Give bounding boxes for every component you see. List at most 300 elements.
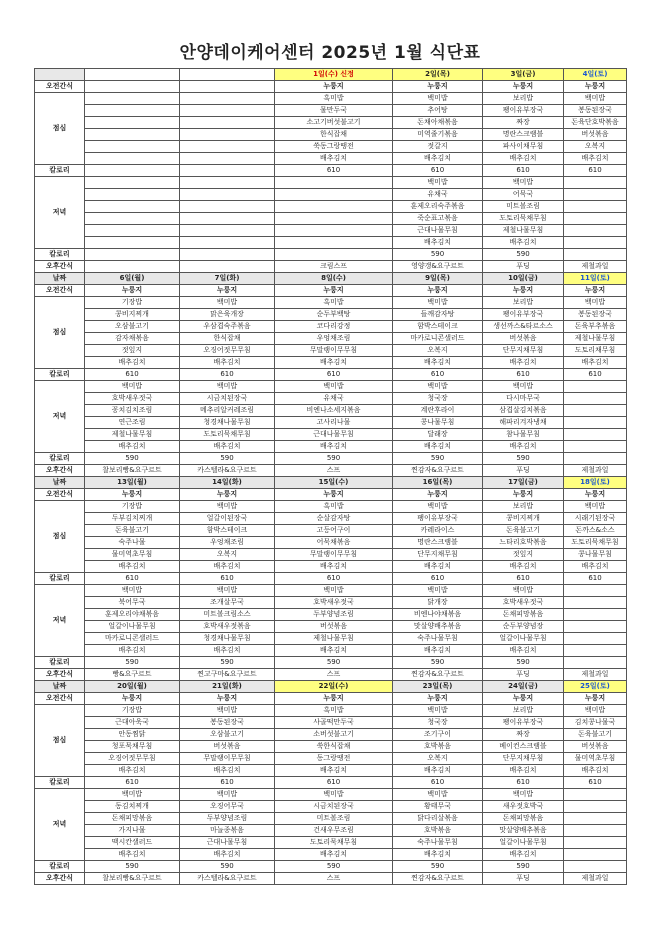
lunch-item: 배추김치 — [85, 765, 180, 777]
lunch-item: 두부김치찌개 — [85, 513, 180, 525]
calorie-cell: 610 — [85, 573, 180, 585]
dinner-row — [35, 621, 627, 633]
pm-snack-cell: 제철과일 — [564, 873, 627, 885]
dinner-calorie-row — [35, 657, 627, 669]
dinner-item — [564, 189, 627, 201]
calorie-cell — [564, 657, 627, 669]
dinner-item: 조개살무국 — [180, 597, 275, 609]
am-snack-cell: 누룽지 — [180, 285, 275, 297]
lunch-item: 콩비지찌개 — [85, 309, 180, 321]
dinner-row — [35, 837, 627, 849]
day-header: 20일(월) — [85, 681, 180, 693]
pm-snack-cell: 스프 — [275, 669, 393, 681]
dinner-item: 도토리묵채무침 — [483, 213, 564, 225]
am-snack-cell: 누룽지 — [483, 489, 564, 501]
pm-snack-label: 오후간식 — [35, 465, 85, 477]
dinner-item: 맛살양배추볶음 — [483, 825, 564, 837]
am-snack-cell: 누룽지 — [393, 489, 483, 501]
lunch-item: 짜장 — [483, 117, 564, 129]
lunch-item: 배추김치 — [275, 765, 393, 777]
lunch-item: 맑은육개장 — [180, 309, 275, 321]
lunch-item: 콩비지찌개 — [483, 513, 564, 525]
calorie-cell: 610 — [393, 777, 483, 789]
dinner-item: 근대나물무침 — [180, 837, 275, 849]
date-label: 날짜 — [35, 273, 85, 285]
calorie-cell: 590 — [275, 453, 393, 465]
lunch-row — [35, 141, 627, 153]
dinner-item: 미트볼조림 — [483, 201, 564, 213]
dinner-item: 배추김치 — [483, 849, 564, 861]
am-snack-cell: 누룽지 — [564, 81, 627, 93]
date-label: 날짜 — [35, 681, 85, 693]
dinner-item: 백미밥 — [180, 381, 275, 393]
pm-snack-cell: 제철과일 — [564, 465, 627, 477]
day-header: 22일(수) — [275, 681, 393, 693]
dinner-item — [275, 213, 393, 225]
dinner-label: 저녁 — [35, 177, 85, 249]
day-header: 15일(수) — [275, 477, 393, 489]
page-title: 안양데이케어센터 2025년 1월 식단표 — [179, 43, 481, 63]
dinner-label: 저녁 — [35, 789, 85, 861]
lunch-item: 백미밥 — [564, 501, 627, 513]
dinner-item — [275, 201, 393, 213]
lunch-item: 들깨감자탕 — [393, 309, 483, 321]
lunch-item: 순두부백탕 — [275, 309, 393, 321]
dinner-item: 청경채나물무침 — [180, 417, 275, 429]
dinner-item: 얼갈이나물무침 — [483, 837, 564, 849]
dinner-item: 유채국 — [275, 393, 393, 405]
pm-snack-row — [35, 873, 627, 885]
lunch-item: 배추김치 — [483, 561, 564, 573]
lunch-item: 소고기버섯불고기 — [275, 117, 393, 129]
dinner-item: 죽순표고볶음 — [393, 213, 483, 225]
lunch-item: 돈까스&소스 — [564, 525, 627, 537]
date-row — [35, 477, 627, 489]
dinner-item: 배추김치 — [180, 441, 275, 453]
dinner-item — [85, 189, 180, 201]
dinner-item: 비엔나소세지볶음 — [275, 405, 393, 417]
dinner-item — [180, 201, 275, 213]
lunch-item: 백미밥 — [393, 705, 483, 717]
lunch-row — [35, 129, 627, 141]
am-snack-cell — [85, 81, 180, 93]
lunch-item: 어묵채볶음 — [275, 537, 393, 549]
pm-snack-cell: 제철과일 — [564, 669, 627, 681]
day-header: 21일(화) — [180, 681, 275, 693]
dinner-row — [35, 417, 627, 429]
calorie-cell: 590 — [85, 861, 180, 873]
pm-snack-cell: 찐고구마&요구르트 — [180, 669, 275, 681]
calorie-cell: 610 — [275, 573, 393, 585]
lunch-item: 쑥한식잡채 — [275, 741, 393, 753]
calorie-label: 칼로리 — [35, 369, 85, 381]
day-header: 11일(토) — [564, 273, 627, 285]
calorie-cell: 590 — [180, 657, 275, 669]
calorie-cell — [564, 249, 627, 261]
lunch-row — [35, 357, 627, 369]
dinner-row — [35, 645, 627, 657]
dinner-item: 유채국 — [393, 189, 483, 201]
am-snack-label: 오전간식 — [35, 81, 85, 93]
lunch-label: 점심 — [35, 93, 85, 165]
am-snack-cell: 누룽지 — [483, 285, 564, 297]
am-snack-cell — [180, 81, 275, 93]
dinner-item: 배추김치 — [393, 441, 483, 453]
dinner-row — [35, 213, 627, 225]
calorie-cell: 610 — [564, 165, 627, 177]
lunch-row — [35, 729, 627, 741]
dinner-item: 다시마무국 — [483, 393, 564, 405]
lunch-row — [35, 345, 627, 357]
lunch-item: 느타리호박볶음 — [483, 537, 564, 549]
dinner-item: 호박새우젓국 — [275, 597, 393, 609]
lunch-item: 시래기된장국 — [564, 513, 627, 525]
dinner-item — [564, 825, 627, 837]
dinner-item: 백미밥 — [483, 177, 564, 189]
calorie-label: 칼로리 — [35, 861, 85, 873]
dinner-item: 맛살양배추볶음 — [393, 621, 483, 633]
lunch-row — [35, 93, 627, 105]
menu-table — [34, 68, 627, 885]
dinner-item: 배추김치 — [483, 237, 564, 249]
lunch-item: 오징어젓무무침 — [85, 753, 180, 765]
day-header — [180, 69, 275, 81]
dinner-item — [564, 597, 627, 609]
dinner-item: 숙주나물무침 — [393, 837, 483, 849]
lunch-item: 버섯볶음 — [180, 741, 275, 753]
lunch-item: 배추김치 — [85, 357, 180, 369]
calorie-cell — [564, 453, 627, 465]
dinner-item: 백미밥 — [393, 381, 483, 393]
lunch-item: 배추김치 — [483, 765, 564, 777]
dinner-item — [564, 813, 627, 825]
dinner-item — [564, 837, 627, 849]
dinner-item: 백미밥 — [483, 381, 564, 393]
calorie-cell: 590 — [483, 657, 564, 669]
date-label — [35, 69, 85, 81]
dinner-item — [564, 609, 627, 621]
pm-snack-cell — [85, 261, 180, 273]
lunch-item: 마카로니콘샐러드 — [393, 333, 483, 345]
pm-snack-label: 오후간식 — [35, 261, 85, 273]
calorie-cell: 610 — [483, 165, 564, 177]
dinner-item: 배추김치 — [180, 849, 275, 861]
am-snack-row — [35, 81, 627, 93]
lunch-row — [35, 513, 627, 525]
lunch-label: 점심 — [35, 297, 85, 369]
pm-snack-cell: 제철과일 — [564, 261, 627, 273]
calorie-cell — [180, 165, 275, 177]
lunch-item: 무말랭이무무침 — [275, 345, 393, 357]
dinner-item: 메추리알커레조림 — [180, 405, 275, 417]
am-snack-cell: 누룽지 — [275, 285, 393, 297]
dinner-item: 백미밥 — [393, 177, 483, 189]
dinner-row — [35, 585, 627, 597]
calorie-cell — [180, 249, 275, 261]
day-header: 16일(목) — [393, 477, 483, 489]
am-snack-label: 오전간식 — [35, 489, 85, 501]
lunch-item: 얼갈이된장국 — [180, 513, 275, 525]
dinner-item — [85, 201, 180, 213]
dinner-item: 북어무국 — [85, 597, 180, 609]
lunch-item: 봉동된장국 — [180, 717, 275, 729]
dinner-item: 백미밥 — [85, 585, 180, 597]
calorie-label: 칼로리 — [35, 573, 85, 585]
lunch-item: 호박볶음 — [393, 741, 483, 753]
lunch-item: 우엉채조림 — [275, 333, 393, 345]
dinner-item: 백미밥 — [180, 585, 275, 597]
lunch-item: 흑미밥 — [275, 93, 393, 105]
lunch-item: 돈채아채볶음 — [393, 117, 483, 129]
calorie-cell: 610 — [393, 573, 483, 585]
dinner-item — [275, 237, 393, 249]
dinner-item: 백미밥 — [275, 585, 393, 597]
lunch-row — [35, 117, 627, 129]
lunch-item — [85, 105, 180, 117]
dinner-item: 제철나물무침 — [483, 225, 564, 237]
dinner-row — [35, 405, 627, 417]
lunch-item: 한식잡채 — [180, 333, 275, 345]
dinner-item: 마카로니콘샐러드 — [85, 633, 180, 645]
day-header: 10일(금) — [483, 273, 564, 285]
lunch-item — [180, 93, 275, 105]
lunch-item: 백미밥 — [564, 93, 627, 105]
lunch-item: 미역줄기볶음 — [393, 129, 483, 141]
lunch-item: 명란스크램블 — [483, 129, 564, 141]
pm-snack-label: 오후간식 — [35, 669, 85, 681]
pm-snack-cell: 카스텔라&요구르트 — [180, 873, 275, 885]
dinner-item: 호박볶음 — [393, 825, 483, 837]
calorie-cell — [564, 861, 627, 873]
calorie-cell: 610 — [483, 369, 564, 381]
lunch-item: 배추김치 — [393, 153, 483, 165]
pm-snack-cell: 찐감자&요구르트 — [393, 669, 483, 681]
calorie-cell: 610 — [180, 369, 275, 381]
calorie-cell: 590 — [483, 453, 564, 465]
am-snack-cell: 누룽지 — [393, 285, 483, 297]
dinner-label: 저녁 — [35, 585, 85, 657]
lunch-item: 백미밥 — [564, 297, 627, 309]
date-row — [35, 273, 627, 285]
day-header: 14일(화) — [180, 477, 275, 489]
dinner-item — [564, 393, 627, 405]
calorie-cell: 590 — [393, 861, 483, 873]
dinner-item: 해파리겨자냉채 — [483, 417, 564, 429]
dinner-item — [564, 441, 627, 453]
am-snack-cell: 누룽지 — [564, 489, 627, 501]
lunch-item: 기장밥 — [85, 297, 180, 309]
calorie-cell: 610 — [85, 777, 180, 789]
dinner-item: 미트볼조림 — [275, 813, 393, 825]
pm-snack-cell: 크림스프 — [275, 261, 393, 273]
lunch-item: 백미밥 — [393, 93, 483, 105]
dinner-row — [35, 597, 627, 609]
day-header: 6일(월) — [85, 273, 180, 285]
pm-snack-cell: 찰보리빵&요구르트 — [85, 873, 180, 885]
lunch-item: 물만두국 — [275, 105, 393, 117]
lunch-item: 봉동된장국 — [564, 105, 627, 117]
calorie-cell: 590 — [85, 657, 180, 669]
dinner-item: 닭개장 — [393, 597, 483, 609]
lunch-row — [35, 537, 627, 549]
calorie-cell: 610 — [393, 165, 483, 177]
dinner-item — [564, 645, 627, 657]
lunch-item: 돈육부추볶음 — [564, 321, 627, 333]
dinner-item: 고사리나물 — [275, 417, 393, 429]
am-snack-row — [35, 693, 627, 705]
lunch-item: 버섯볶음 — [483, 333, 564, 345]
lunch-item: 팽이유부장국 — [483, 717, 564, 729]
lunch-item — [180, 117, 275, 129]
dinner-item: 배추김치 — [180, 645, 275, 657]
pm-snack-row — [35, 465, 627, 477]
pm-snack-label: 오후간식 — [35, 873, 85, 885]
lunch-item: 우엉채조림 — [180, 537, 275, 549]
calorie-cell: 590 — [393, 453, 483, 465]
day-header: 25일(토) — [564, 681, 627, 693]
menu-table-body — [35, 69, 627, 885]
lunch-item: 흑미밥 — [275, 297, 393, 309]
dinner-row — [35, 429, 627, 441]
dinner-item: 호박새우젓볶음 — [180, 621, 275, 633]
lunch-item: 돈육불고기 — [85, 525, 180, 537]
pm-snack-cell: 푸딩 — [483, 261, 564, 273]
dinner-item: 백미밥 — [85, 381, 180, 393]
dinner-item: 백미밥 — [85, 789, 180, 801]
lunch-item: 배추김치 — [564, 561, 627, 573]
lunch-item — [180, 129, 275, 141]
dinner-item — [275, 177, 393, 189]
lunch-item: 젓갈지 — [393, 141, 483, 153]
lunch-calorie-row — [35, 573, 627, 585]
lunch-item: 버섯볶음 — [564, 129, 627, 141]
am-snack-cell: 누룽지 — [275, 489, 393, 501]
lunch-item: 카레라이스 — [393, 525, 483, 537]
dinner-row — [35, 789, 627, 801]
calorie-label: 칼로리 — [35, 165, 85, 177]
calorie-cell: 590 — [483, 861, 564, 873]
lunch-item: 무말랭이무무침 — [275, 549, 393, 561]
lunch-item: 돈육불고기 — [483, 525, 564, 537]
lunch-item: 오삼불고기 — [85, 321, 180, 333]
calorie-cell: 610 — [180, 777, 275, 789]
calorie-cell: 590 — [275, 861, 393, 873]
lunch-item: 단무지채무침 — [393, 549, 483, 561]
lunch-item — [180, 141, 275, 153]
lunch-row — [35, 309, 627, 321]
lunch-item: 배추김치 — [564, 357, 627, 369]
calorie-label: 칼로리 — [35, 657, 85, 669]
am-snack-cell: 누룽지 — [275, 693, 393, 705]
dinner-calorie-row — [35, 861, 627, 873]
lunch-item: 배추김치 — [564, 765, 627, 777]
lunch-item: 백미밥 — [393, 501, 483, 513]
dinner-row — [35, 237, 627, 249]
lunch-row — [35, 333, 627, 345]
lunch-item: 김치콩나물국 — [564, 717, 627, 729]
lunch-item: 안동찜닭 — [85, 729, 180, 741]
calorie-cell: 590 — [483, 249, 564, 261]
dinner-row — [35, 189, 627, 201]
dinner-item: 얼갈이나물무침 — [85, 621, 180, 633]
dinner-item — [564, 789, 627, 801]
lunch-item: 배추김치 — [275, 561, 393, 573]
dinner-row — [35, 225, 627, 237]
dinner-row — [35, 813, 627, 825]
dinner-item: 배추김치 — [483, 441, 564, 453]
dinner-item — [564, 381, 627, 393]
dinner-item — [564, 633, 627, 645]
am-snack-label: 오전간식 — [35, 693, 85, 705]
dinner-label: 저녁 — [35, 381, 85, 453]
lunch-item: 배추김치 — [564, 153, 627, 165]
dinner-item: 숙주나물무침 — [393, 633, 483, 645]
dinner-item: 황태무국 — [393, 801, 483, 813]
lunch-row — [35, 753, 627, 765]
dinner-item: 시금치된장국 — [180, 393, 275, 405]
calorie-label: 칼로리 — [35, 249, 85, 261]
calorie-cell: 610 — [483, 777, 564, 789]
lunch-item: 팽이유부장국 — [393, 513, 483, 525]
dinner-item: 훈제오리야채볶음 — [85, 609, 180, 621]
dinner-item: 버섯볶음 — [275, 621, 393, 633]
dinner-item — [180, 237, 275, 249]
dinner-item: 콩나물무침 — [393, 417, 483, 429]
dinner-item: 백미밥 — [180, 789, 275, 801]
lunch-item — [85, 93, 180, 105]
lunch-item: 배추김치 — [393, 357, 483, 369]
dinner-item: 오징어무국 — [180, 801, 275, 813]
dinner-item — [180, 189, 275, 201]
lunch-item: 기장밥 — [85, 501, 180, 513]
lunch-item: 파사이채무침 — [483, 141, 564, 153]
lunch-item — [85, 117, 180, 129]
dinner-item — [564, 405, 627, 417]
lunch-item: 배추김치 — [275, 357, 393, 369]
pm-snack-cell: 빵&요구르트 — [85, 669, 180, 681]
dinner-calorie-row — [35, 249, 627, 261]
pm-snack-cell: 스프 — [275, 873, 393, 885]
day-header: 4일(토) — [564, 69, 627, 81]
lunch-item: 기장밥 — [85, 705, 180, 717]
lunch-item: 도토리묵채무침 — [564, 537, 627, 549]
dinner-item: 배추김치 — [393, 849, 483, 861]
lunch-item: 짜장 — [483, 729, 564, 741]
dinner-row — [35, 381, 627, 393]
lunch-item: 보리밥 — [483, 705, 564, 717]
lunch-row — [35, 765, 627, 777]
lunch-row — [35, 153, 627, 165]
am-snack-cell: 누룽지 — [483, 81, 564, 93]
pm-snack-cell: 카스텔라&요구르트 — [180, 465, 275, 477]
lunch-item: 사골떡만두국 — [275, 717, 393, 729]
day-header: 3일(금) — [483, 69, 564, 81]
lunch-item: 근대아욱국 — [85, 717, 180, 729]
pm-snack-row — [35, 261, 627, 273]
dinner-item: 어묵국 — [483, 189, 564, 201]
calorie-cell: 590 — [180, 861, 275, 873]
dinner-item — [180, 177, 275, 189]
lunch-item: 백미밥 — [180, 501, 275, 513]
dinner-item — [564, 237, 627, 249]
lunch-item: 오복지 — [564, 141, 627, 153]
calorie-cell — [85, 165, 180, 177]
lunch-row — [35, 105, 627, 117]
lunch-item: 추어탕 — [393, 105, 483, 117]
dinner-row — [35, 393, 627, 405]
lunch-row — [35, 501, 627, 513]
dinner-item — [85, 225, 180, 237]
